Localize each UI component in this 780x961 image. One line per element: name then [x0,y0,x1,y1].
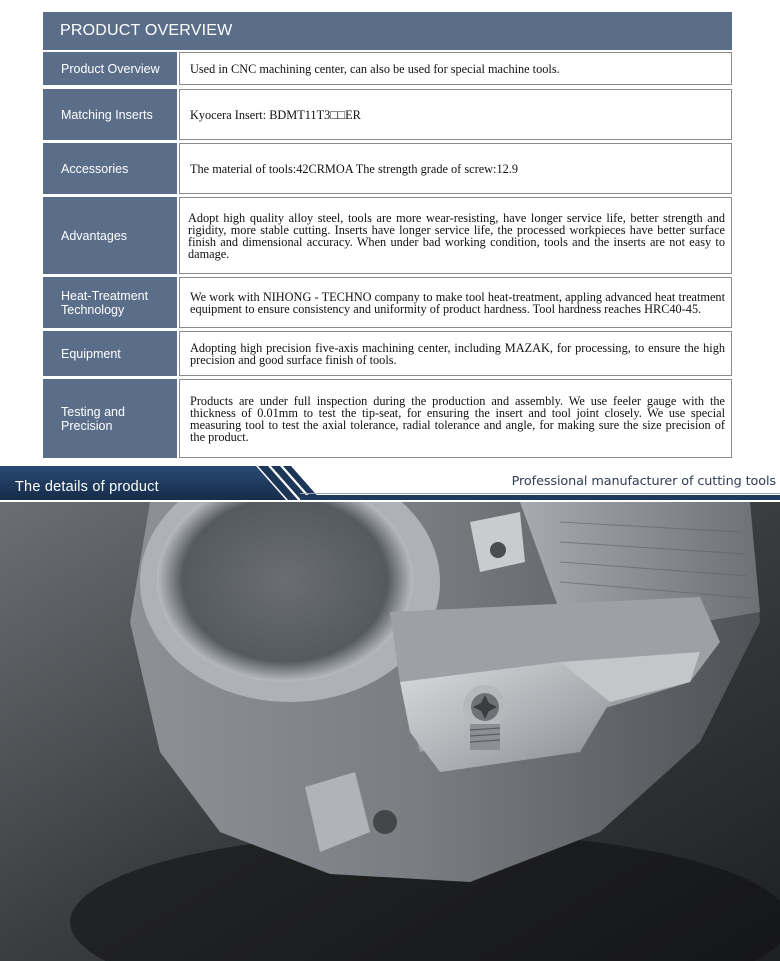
row-value: Adopting high precision five-axis machining center, including MAZAK, for processing, to ensure the high precision and good surface finish of tools. [179,331,732,376]
row-heat-treatment [43,277,732,328]
row-equipment [43,331,732,376]
row-testing-precision [43,379,732,458]
row-value: Products are under full inspection during the production and assembly. We use feeler gauge with the thickness of 0.01mm to test the tip-seat, for ensuring the insert and tool joint closely. We use special measuring tool to test the axial tolerance, radial tolerance and angle, for making sure the size precision of the product. [179,379,732,458]
banner-title: The details of product [15,479,159,495]
row-label: Equipment [43,331,177,376]
milling-cutter-image [0,502,780,961]
row-label: Matching Inserts [43,89,177,140]
row-value: Used in CNC machining center, can also be used for special machine tools. [179,52,732,85]
row-value: Kyocera Insert: BDMT11T3□□ER [179,89,732,140]
row-advantages [43,197,732,274]
banner-tagline: Professional manufacturer of cutting tools [511,474,776,489]
row-value: We work with NIHONG - TECHNO company to make tool heat-treatment, appling advanced heat treatment equipment to ensure consistency and uniformity of product hardness. Tool hardness reaches HRC40-45. [179,277,732,328]
row-matching-inserts [43,89,732,140]
row-product-overview [43,52,732,85]
row-label: Heat-Treatment Technology [43,277,177,328]
product-overview-table [43,12,732,50]
product-photo [0,502,780,961]
row-accessories [43,143,732,194]
row-label: Product Overview [43,52,177,85]
row-label: Accessories [43,143,177,194]
overview-title: PRODUCT OVERVIEW [43,12,732,50]
details-banner [0,466,780,500]
row-label: Advantages [43,197,177,274]
row-label: Testing and Precision [43,379,177,458]
row-value: Adopt high quality alloy steel, tools are more wear-resisting, have longer service life, better strength and rigidity, more stable cutting. Inserts have longer service life, the processed workpieces have better surface finish and dimensional accuracy. When under bad working condition, tools and the inserts are not easy to damage. [179,197,732,274]
row-value: The material of tools:42CRMOA The strength grade of screw:12.9 [179,143,732,194]
